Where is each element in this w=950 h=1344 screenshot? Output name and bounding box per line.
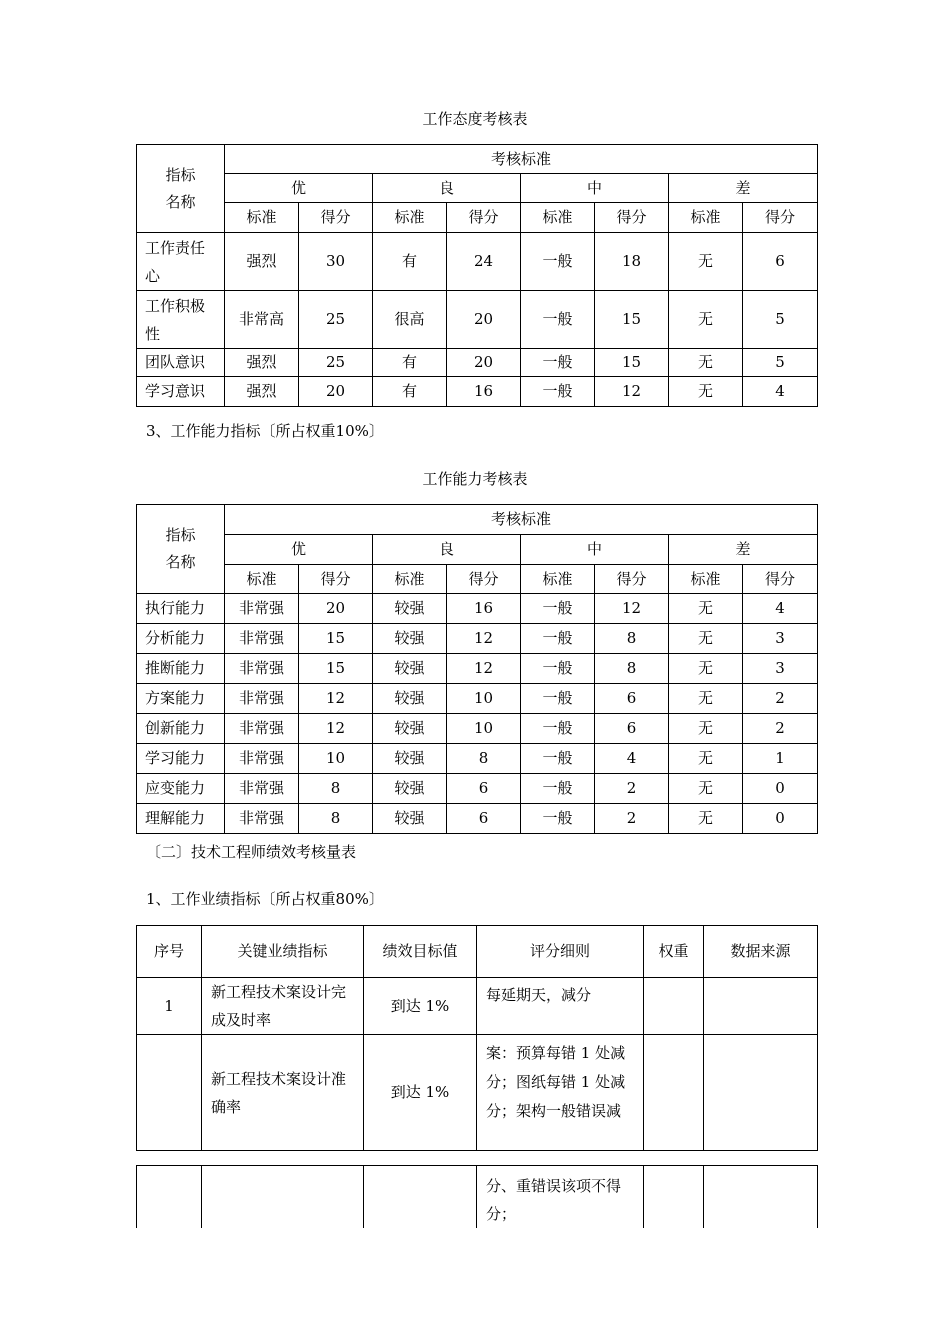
level-good: 良 <box>373 174 521 203</box>
cell: 8 <box>299 804 373 834</box>
cell: 很高 <box>373 291 447 349</box>
table-row <box>137 978 818 1035</box>
level-medium: 中 <box>521 535 669 565</box>
cell: 2 <box>595 774 669 804</box>
cell: 无 <box>669 744 743 774</box>
cell-source <box>704 1035 818 1151</box>
sub-header-score: 得分 <box>743 565 818 594</box>
section-engineer-heading: 〔二〕技术工程师绩效考核量表 <box>146 843 357 861</box>
sub-header-standard: 标准 <box>373 203 447 233</box>
cell-kpi: 新工程技术案设计准确率 <box>202 1035 364 1151</box>
cell-rule: 案：预算每错 1 处减分；图纸每错 1 处减分；架构一般错误减 <box>477 1035 644 1151</box>
cell: 15 <box>299 654 373 684</box>
sub-header-score: 得分 <box>299 203 373 233</box>
header-weight: 权重 <box>644 926 704 978</box>
row-name: 分析能力 <box>137 624 225 654</box>
cell: 非常高 <box>225 291 299 349</box>
cell: 16 <box>447 377 521 407</box>
row-name: 团队意识 <box>137 349 225 377</box>
cell: 非常强 <box>225 654 299 684</box>
row-name: 应变能力 <box>137 774 225 804</box>
cell: 较强 <box>373 804 447 834</box>
level-poor: 差 <box>669 174 818 203</box>
cell-target: 到达 1% <box>364 1035 477 1151</box>
cell: 5 <box>743 349 818 377</box>
level-excellent: 优 <box>225 174 373 203</box>
level-excellent: 优 <box>225 535 373 565</box>
sub-header-score: 得分 <box>743 203 818 233</box>
cell: 一般 <box>521 624 595 654</box>
table-row <box>137 774 818 804</box>
cell: 一般 <box>521 349 595 377</box>
cell: 强烈 <box>225 233 299 291</box>
cell: 12 <box>299 714 373 744</box>
cell: 较强 <box>373 624 447 654</box>
cell: 非常强 <box>225 744 299 774</box>
cell: 强烈 <box>225 377 299 407</box>
cell: 无 <box>669 291 743 349</box>
cell-no <box>137 1166 202 1229</box>
table-row <box>137 291 818 349</box>
level-good: 良 <box>373 535 521 565</box>
cell: 20 <box>299 377 373 407</box>
cell: 8 <box>595 654 669 684</box>
cell: 10 <box>447 714 521 744</box>
table-row <box>137 684 818 714</box>
header-kpi: 关键业绩指标 <box>202 926 364 978</box>
cell: 6 <box>447 774 521 804</box>
row-name: 创新能力 <box>137 714 225 744</box>
sub-header-score: 得分 <box>595 203 669 233</box>
header-rule: 评分细则 <box>477 926 644 978</box>
cell: 无 <box>669 714 743 744</box>
attitude-table <box>136 144 818 407</box>
cell: 较强 <box>373 714 447 744</box>
table-row <box>137 1166 818 1229</box>
row-name: 方案能力 <box>137 684 225 714</box>
cell: 4 <box>743 594 818 624</box>
cell: 16 <box>447 594 521 624</box>
cell: 20 <box>299 594 373 624</box>
cell: 一般 <box>521 684 595 714</box>
cell: 无 <box>669 349 743 377</box>
cell: 25 <box>299 349 373 377</box>
cell: 4 <box>595 744 669 774</box>
cell: 20 <box>447 349 521 377</box>
cell: 12 <box>447 654 521 684</box>
cell: 有 <box>373 233 447 291</box>
cell: 12 <box>299 684 373 714</box>
cell-weight <box>644 978 704 1035</box>
cell-no <box>137 1035 202 1151</box>
cell: 8 <box>299 774 373 804</box>
sub-header-score: 得分 <box>299 565 373 594</box>
cell: 4 <box>743 377 818 407</box>
cell-no: 1 <box>137 978 202 1035</box>
cell-target: 到达 1% <box>364 978 477 1035</box>
cell: 6 <box>743 233 818 291</box>
cell: 无 <box>669 774 743 804</box>
sub-header-standard: 标准 <box>225 203 299 233</box>
sub-header-score: 得分 <box>447 565 521 594</box>
table-row <box>137 1035 818 1151</box>
cell: 一般 <box>521 804 595 834</box>
cell: 2 <box>743 714 818 744</box>
cell: 15 <box>595 291 669 349</box>
cell-kpi: 新工程技术案设计完成及时率 <box>202 978 364 1035</box>
cell: 8 <box>595 624 669 654</box>
cell: 一般 <box>521 654 595 684</box>
cell: 15 <box>299 624 373 654</box>
sub-header-score: 得分 <box>595 565 669 594</box>
sub-header-standard: 标准 <box>521 565 595 594</box>
sub-header-standard: 标准 <box>521 203 595 233</box>
sub-header-score: 得分 <box>447 203 521 233</box>
row-name: 理解能力 <box>137 804 225 834</box>
section-ability-heading: 3、工作能力指标〔所占权重10%〕 <box>146 422 384 440</box>
cell: 0 <box>743 774 818 804</box>
table-row <box>137 744 818 774</box>
cell: 非常强 <box>225 774 299 804</box>
row-name: 学习意识 <box>137 377 225 407</box>
cell: 8 <box>447 744 521 774</box>
performance-table-continuation <box>136 1165 818 1228</box>
cell-source <box>704 978 818 1035</box>
cell: 1 <box>743 744 818 774</box>
table-row <box>137 714 818 744</box>
cell-weight <box>644 1166 704 1229</box>
cell: 10 <box>299 744 373 774</box>
row-name: 工作责任心 <box>137 233 225 291</box>
sub-header-standard: 标准 <box>225 565 299 594</box>
ability-table <box>136 504 818 834</box>
cell: 非常强 <box>225 624 299 654</box>
table-row <box>137 377 818 407</box>
cell: 较强 <box>373 744 447 774</box>
cell-source <box>704 1166 818 1229</box>
cell-rule: 每延期天，减分 <box>477 978 644 1035</box>
sub-header-standard: 标准 <box>669 203 743 233</box>
cell: 有 <box>373 377 447 407</box>
cell: 24 <box>447 233 521 291</box>
level-poor: 差 <box>669 535 818 565</box>
cell: 18 <box>595 233 669 291</box>
cell: 无 <box>669 233 743 291</box>
cell: 20 <box>447 291 521 349</box>
cell: 无 <box>669 654 743 684</box>
cell: 无 <box>669 594 743 624</box>
cell: 一般 <box>521 233 595 291</box>
cell: 25 <box>299 291 373 349</box>
cell: 3 <box>743 624 818 654</box>
cell: 非常强 <box>225 594 299 624</box>
header-name: 指标 名称 <box>137 145 225 233</box>
cell: 一般 <box>521 774 595 804</box>
cell: 较强 <box>373 684 447 714</box>
cell: 10 <box>447 684 521 714</box>
cell: 12 <box>595 594 669 624</box>
cell: 非常强 <box>225 804 299 834</box>
cell: 3 <box>743 654 818 684</box>
cell: 非常强 <box>225 714 299 744</box>
section-performance-heading: 1、工作业绩指标〔所占权重80%〕 <box>146 890 384 908</box>
attitude-table-title: 工作态度考核表 <box>422 110 528 128</box>
table-row <box>137 233 818 291</box>
cell-weight <box>644 1035 704 1151</box>
cell: 12 <box>595 377 669 407</box>
header-source: 数据来源 <box>704 926 818 978</box>
row-name: 执行能力 <box>137 594 225 624</box>
cell: 无 <box>669 684 743 714</box>
header-name: 指标 名称 <box>137 505 225 594</box>
cell: 一般 <box>521 714 595 744</box>
cell: 非常强 <box>225 684 299 714</box>
table-row <box>137 624 818 654</box>
cell: 15 <box>595 349 669 377</box>
header-criteria: 考核标准 <box>225 145 818 174</box>
performance-table <box>136 925 818 1151</box>
cell-kpi <box>202 1166 364 1229</box>
header-target: 绩效目标值 <box>364 926 477 978</box>
cell-target <box>364 1166 477 1229</box>
cell: 6 <box>447 804 521 834</box>
cell: 30 <box>299 233 373 291</box>
cell: 一般 <box>521 744 595 774</box>
row-name: 学习能力 <box>137 744 225 774</box>
cell-rule: 分、重错误该项不得分； <box>477 1166 644 1229</box>
sub-header-standard: 标准 <box>373 565 447 594</box>
cell: 2 <box>743 684 818 714</box>
cell: 12 <box>447 624 521 654</box>
cell: 一般 <box>521 291 595 349</box>
table-row <box>137 654 818 684</box>
cell: 无 <box>669 624 743 654</box>
row-name: 推断能力 <box>137 654 225 684</box>
level-medium: 中 <box>521 174 669 203</box>
table-row <box>137 594 818 624</box>
cell: 2 <box>595 804 669 834</box>
ability-table-title: 工作能力考核表 <box>422 470 528 488</box>
table-row <box>137 804 818 834</box>
cell: 无 <box>669 804 743 834</box>
cell: 较强 <box>373 594 447 624</box>
header-no: 序号 <box>137 926 202 978</box>
cell: 有 <box>373 349 447 377</box>
header-criteria: 考核标准 <box>225 505 818 535</box>
cell: 5 <box>743 291 818 349</box>
cell: 较强 <box>373 774 447 804</box>
cell: 6 <box>595 714 669 744</box>
cell: 一般 <box>521 594 595 624</box>
cell: 6 <box>595 684 669 714</box>
table-row <box>137 349 818 377</box>
row-name: 工作积极性 <box>137 291 225 349</box>
cell: 强烈 <box>225 349 299 377</box>
cell: 一般 <box>521 377 595 407</box>
sub-header-standard: 标准 <box>669 565 743 594</box>
cell: 0 <box>743 804 818 834</box>
cell: 较强 <box>373 654 447 684</box>
cell: 无 <box>669 377 743 407</box>
